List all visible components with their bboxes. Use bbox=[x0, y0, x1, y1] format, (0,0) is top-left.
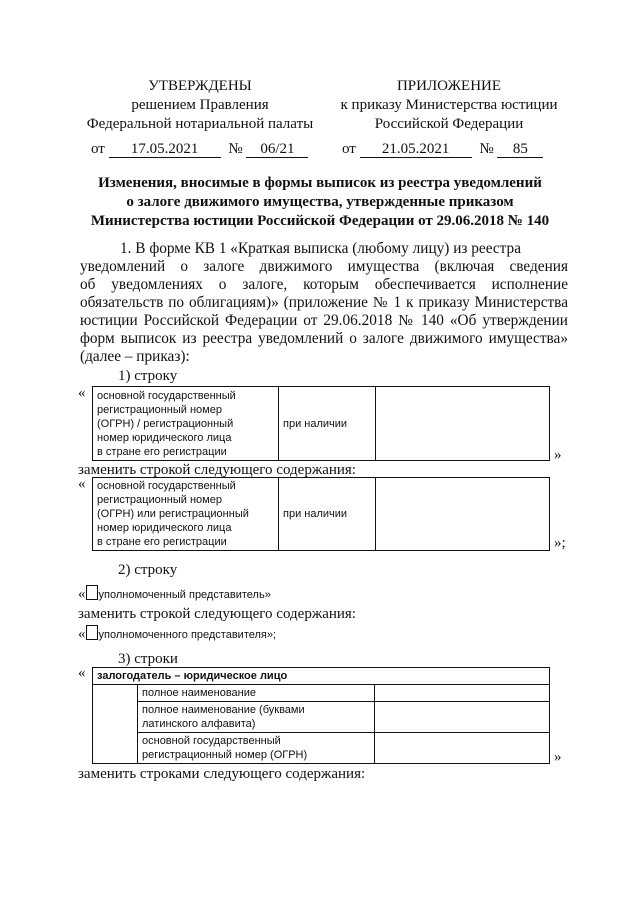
item3-row3-line2: регистрационный номер (ОГРН) bbox=[142, 749, 308, 761]
approved-block bbox=[80, 77, 320, 134]
appendix-block bbox=[334, 77, 564, 134]
old-row-line: регистрационный номер bbox=[97, 403, 222, 416]
item2-new-line bbox=[78, 625, 276, 643]
item3-row2-line2: латинского алфавита) bbox=[142, 718, 256, 730]
para-line4: обязательств по облигациям)» (приложение № 1 к приказу Министерства bbox=[80, 294, 568, 311]
item2-new-text: уполномоченного представителя»; bbox=[98, 629, 277, 641]
para-line7: (далее – приказ): bbox=[80, 348, 190, 365]
appendix-line1: к приказу Министерства юстиции bbox=[340, 97, 558, 113]
para-line3: об уведомлениях о залоге, которым обеспечивается исполнение bbox=[80, 276, 568, 293]
approved-line2: Федеральной нотариальной палаты bbox=[86, 116, 314, 132]
old-row-line: основной государственный bbox=[97, 389, 236, 402]
item3-row3-value bbox=[375, 733, 550, 764]
item3-row3-line1: основной государственный bbox=[142, 735, 281, 747]
new-row-line: номер юридического лица bbox=[97, 522, 232, 534]
para-line6: форм выписок из реестра уведомлений о залоге движимого имущества» bbox=[80, 330, 568, 347]
item3-row2-value bbox=[375, 702, 550, 733]
item2-replace-text: заменить строкой следующего содержания: bbox=[78, 606, 356, 622]
item3-table bbox=[92, 667, 550, 764]
item3-open-quote: « bbox=[78, 665, 86, 681]
paragraph-1 bbox=[80, 240, 568, 366]
item3-header: залогодатель – юридическое лицо bbox=[93, 668, 550, 685]
approved-title: УТВЕРЖДЕНЫ bbox=[148, 78, 252, 94]
heading-line1: Изменения, вносимые в формы выписок из реестра уведомлений bbox=[98, 175, 542, 191]
item1-open-quote-2: « bbox=[78, 476, 86, 492]
empty-cell-box bbox=[86, 625, 98, 640]
item3-row2-line1: полное наименование (буквами bbox=[142, 704, 305, 716]
item2-label: 2) строку bbox=[118, 562, 178, 578]
para-line2: уведомлений о залоге движимого имущества (включая сведения bbox=[80, 258, 568, 275]
new-row-line: регистрационный номер bbox=[97, 494, 222, 506]
approved-number: 06/21 bbox=[246, 142, 308, 158]
item3-row1-value bbox=[375, 685, 550, 702]
appendix-title: ПРИЛОЖЕНИЕ bbox=[396, 78, 502, 94]
appendix-line2: Российской Федерации bbox=[374, 116, 524, 132]
new-row-name bbox=[93, 478, 279, 551]
item1-replace-text: заменить строкой следующего содержания: bbox=[78, 462, 356, 478]
item1-new-table bbox=[92, 477, 550, 551]
item1-open-quote: « bbox=[78, 385, 86, 401]
item3-row2 bbox=[138, 702, 375, 733]
old-row-name bbox=[93, 387, 279, 461]
new-row-cond: при наличии bbox=[279, 478, 376, 551]
item3-label: 3) строки bbox=[118, 651, 178, 667]
approved-date-line bbox=[91, 140, 321, 159]
appendix-from-label: от bbox=[342, 141, 356, 157]
item1-label: 1) строку bbox=[118, 368, 178, 384]
approved-num-label: № bbox=[228, 141, 243, 157]
appendix-num-label: № bbox=[479, 141, 494, 157]
item1-close-quote: » bbox=[554, 447, 562, 463]
heading-line2: о залоге движимого имущества, утвержденные приказом bbox=[126, 194, 514, 210]
document-heading bbox=[60, 174, 580, 231]
new-row-value bbox=[376, 478, 550, 551]
item1-old-table bbox=[92, 386, 550, 461]
appendix-date: 21.05.2021 bbox=[360, 142, 472, 158]
item3-row3 bbox=[138, 733, 375, 764]
approved-line1: решением Правления bbox=[131, 97, 269, 113]
item2-open-quote-2: « bbox=[78, 626, 86, 642]
old-row-line: номер юридического лица bbox=[97, 431, 232, 444]
item2-old-text: уполномоченный представитель» bbox=[98, 589, 271, 601]
old-row-line: (ОГРН) / регистрационный bbox=[97, 417, 234, 430]
approved-from-label: от bbox=[91, 141, 105, 157]
old-row-cond: при наличии bbox=[279, 387, 376, 461]
new-row-line: основной государственный bbox=[97, 480, 236, 492]
item1-close-quote-2: »; bbox=[554, 535, 566, 551]
para-line1: 1. В форме КВ 1 «Краткая выписка (любому лицу) из реестра bbox=[120, 240, 521, 257]
heading-line3: Министерства юстиции Российской Федерации от 29.06.2018 № 140 bbox=[90, 213, 550, 229]
appendix-number: 85 bbox=[497, 142, 543, 158]
item3-replace-text: заменить строками следующего содержания: bbox=[78, 766, 366, 782]
item2-open-quote: « bbox=[78, 586, 86, 602]
para-line5: юстиции Российской Федерации от 29.06.2018 № 140 «Об утверждении bbox=[80, 312, 568, 329]
item2-old-line bbox=[78, 585, 271, 603]
item3-row1: полное наименование bbox=[138, 685, 375, 702]
item3-close-quote: » bbox=[554, 749, 562, 765]
approved-date: 17.05.2021 bbox=[109, 142, 221, 158]
new-row-line: в стране его регистрации bbox=[97, 536, 227, 548]
new-row-line: (ОГРН) или регистрационный bbox=[97, 508, 249, 520]
old-row-line: в стране его регистрации bbox=[97, 445, 227, 458]
item3-empty-col bbox=[93, 685, 138, 764]
empty-cell-box bbox=[86, 585, 98, 600]
appendix-date-line bbox=[342, 140, 572, 159]
old-row-value bbox=[376, 387, 550, 461]
